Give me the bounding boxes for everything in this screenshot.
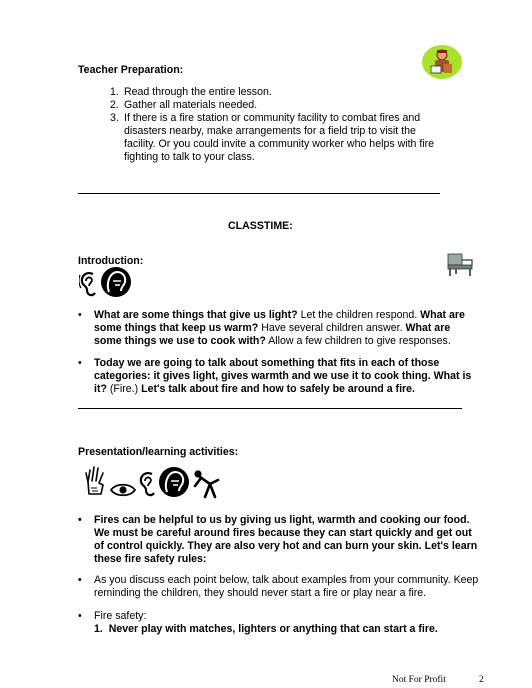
intro-bullet-1-text: What are some things that give us light? Let the children respond. What are some things that keep us warm? Have several children answer. What are some things we use to cook with? Allow a few children to give responses.	[94, 309, 465, 347]
ear-icon	[138, 470, 158, 498]
stretching-person-icon	[190, 468, 226, 500]
bullet-symbol: •	[78, 357, 82, 369]
bullet-symbol: •	[78, 610, 82, 622]
presentation-bullet-1	[78, 514, 480, 566]
preparation-step: 3. If there is a fire station or community facility to combat fires and disasters nearby, make arrangements for a field trip to visit the facility. Or you could invite a community worker who helps with fire fighting to talk to your class.	[110, 112, 435, 163]
bullet-symbol: •	[78, 574, 82, 586]
chair-icon	[444, 252, 476, 278]
eye-icon	[110, 482, 136, 498]
hand-icon	[83, 464, 109, 496]
fire-safety-rule: 1. Never play with matches, lighters or anything that can start a fire.	[94, 623, 438, 635]
thinking-head-icon	[100, 266, 132, 298]
classtime-heading: CLASSTIME:	[228, 220, 293, 232]
presentation-bullet-3	[78, 610, 480, 636]
presentation-bullet-2-text: As you discuss each point below, talk about examples from your community. Keep reminding the children, they should never start a fire or play near a fire.	[94, 574, 479, 599]
introduction-heading: Introduction:	[78, 255, 144, 267]
intro-bullet-2	[78, 357, 480, 396]
fire-safety-label: Fire safety:	[94, 610, 147, 622]
intro-bullet-2-text: Today we are going to talk about something that fits in each of those categories: it gives light, gives warmth and we use it to cook thing. What is it? (Fire.) Let's talk about fire and how to safely be around a fire.	[94, 357, 472, 395]
teacher-preparation-heading: Teacher Preparation:	[78, 64, 184, 76]
bullet-symbol: •	[78, 514, 82, 526]
presentation-bullet-2	[78, 574, 480, 600]
presentation-bullet-1-text: Fires can be helpful to us by giving us light, warmth and cooking our food. We must be careful around fires because they can start quickly and get out of control quickly. They are also very hot and can burn your skin. Let's learn these fire safety rules:	[94, 514, 478, 565]
ear-icon	[79, 270, 99, 298]
intro-bullet-1	[78, 309, 480, 348]
footer-text: Not For Profit	[392, 675, 446, 685]
section-divider	[78, 193, 440, 194]
preparation-step: 1. Read through the entire lesson.	[110, 86, 272, 98]
preparation-steps	[110, 86, 440, 164]
teacher-icon	[420, 42, 464, 82]
bullet-symbol: •	[78, 309, 82, 321]
preparation-step: 2. Gather all materials needed.	[110, 99, 258, 111]
presentation-heading: Presentation/learning activities:	[78, 446, 239, 458]
thinking-head-icon	[158, 466, 190, 498]
page-number: 2	[479, 675, 484, 685]
section-divider	[78, 408, 462, 409]
